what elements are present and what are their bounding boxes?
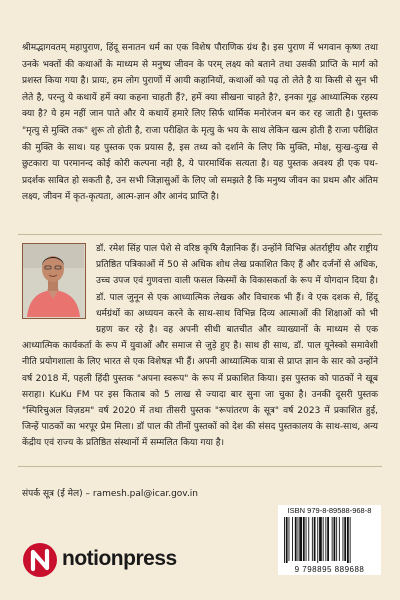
barcode-icon — [284, 517, 375, 563]
divider-bottom — [18, 466, 382, 467]
isbn-digits: 9 798895 889688 — [294, 565, 365, 574]
book-description: श्रीमद्भागवतम् महापुराण, हिंदू सनातन धर्म का एक विशेष पौराणिक ग्रंथ है। इस पुराण में भगवान कृष्ण तथा उनके भक्तों की कथाओं के माध्यम से मनुष्य जीवन के परम् लक्ष्य को बताने तथा उसकी प्राप्ति के मार्ग को प्रशस्त किया गया है। प्रायः, हम लोग पुराणों में आयी कहानियों, कथाओं को पढ़ तो लेते है या किसी से सुन भी लेते है, परन्तु ये कथायें हमें क्या कहना चाहती हैं?, हमें क्या सीखना चाहते है?, इनका गूढ़ आध्यात्मिक रहस्य क्या है? ये हम नहीं जान पाते और ये कथायें हमारे लिए सिर्फ धार्मिक मनोरंजन बन कर रह जाती है। पुस्तक "मृत्यु से मुक्ति तक" शुरू तो होती है, राजा परीक्षित के मृत्यु के भय के साथ लेकिन खत्म होती है राजा परीक्षित की मुक्ति के साथ। यह पुस्तक एक प्रयास है, इस तथ्य को दर्शाने के लिए कि मुक्ति, मोक्ष, सुःख-दुःख से छुटकारा या परमानन्द कोई कोरी कल्पना नही है, ये पारमार्थिक सत्यता है। यह पुस्तक अवश्य ही एक पथ-प्रदर्शक साबित हो सकती है, उन सभी जिज्ञासुओं के लिए जो समझते है कि मनुष्य जीवन का प्रथम और अंतिम लक्ष्य, जीवन में कृत-कृत्यता, आत्म-ज्ञान और आनंद प्राप्ति है। — [22, 43, 378, 203]
author-bio — [22, 241, 378, 452]
isbn-barcode-block — [278, 505, 381, 575]
isbn-label: ISBN 979-8-89588-968-8 — [287, 506, 372, 515]
author-bio-text: डॉ. रमेश सिंह पाल पेशे से वरिष्ठ कृषि वैज्ञानिक हैं। उन्होंने विभिन्न अंतर्राष्ट्रीय और राष्ट्रीय प्रतिष्ठित पत्रिकाओं में 50 से अधिक शोध लेख प्रकाशित किए हैं और दर्जनों से अधिक, उच्च उपज एवं गुणवत्ता वाली फसल किस्मों के विकासकर्ता के रूप में योगदान दिया है। डॉ. पाल जुनून से एक आध्यात्मिक लेखक और विचारक भी हैं। वे एक दशक से, हिंदू धर्मग्रंथों का अध्ययन करने के साथ-साथ विभिन्न दिव्य आत्माओं की शिक्षाओं को भी ग्रहण कर रहे है। वह अपनी सीधी बातचीत और व्याख्यानों के माध्यम से एक आध्यात्मिक कार्यकर्ता के रूप में युवाओं और समाज से जुड़े हुए है। साथ ही साथ, डॉ. पाल यूनेस्को समावेशी नीति प्रयोगशाला के लिए भारत से एक विशेषज्ञ भी हैं। अपनी आध्यात्मिक यात्रा से प्राप्त ज्ञान के सार को उन्होंने वर्ष 2018 में, पहली हिंदी पुस्तक "अपना स्वरूप" के रूप में प्रकाशित किया। इस पुस्तक को पाठकों ने खूब सराहा। KuKu FM पर इस किताब को 5 लाख से ज्यादा बार सुना जा चुका है। उनकी दूसरी पुस्तक "स्पिरिचुअल विज़डम" वर्ष 2020 में तथा तीसरी पुस्तक "रूपांतरण के सूत्र" वर्ष 2023 में प्रकाशित हुई, जिन्हें पाठकों का भरपूर प्रेम मिला। डॉ पाल की तीनों पुस्तकों को देश की संसद पुस्तकालय के साथ-साथ, अन्य केंद्रीय एवं राज्य के प्रतिष्ठित संस्थानों में सम्मलित किया गया है। — [22, 244, 378, 449]
divider-top — [18, 234, 382, 235]
notionpress-n-icon — [22, 542, 58, 578]
contact-email[interactable]: ramesh.pal@icar.gov.in — [92, 489, 199, 499]
publisher-name: notionpress — [62, 547, 177, 570]
author-contact — [22, 487, 198, 501]
publisher-logo — [22, 542, 222, 578]
contact-label: संपर्क सूत्र (ई मेल) – — [22, 489, 93, 499]
